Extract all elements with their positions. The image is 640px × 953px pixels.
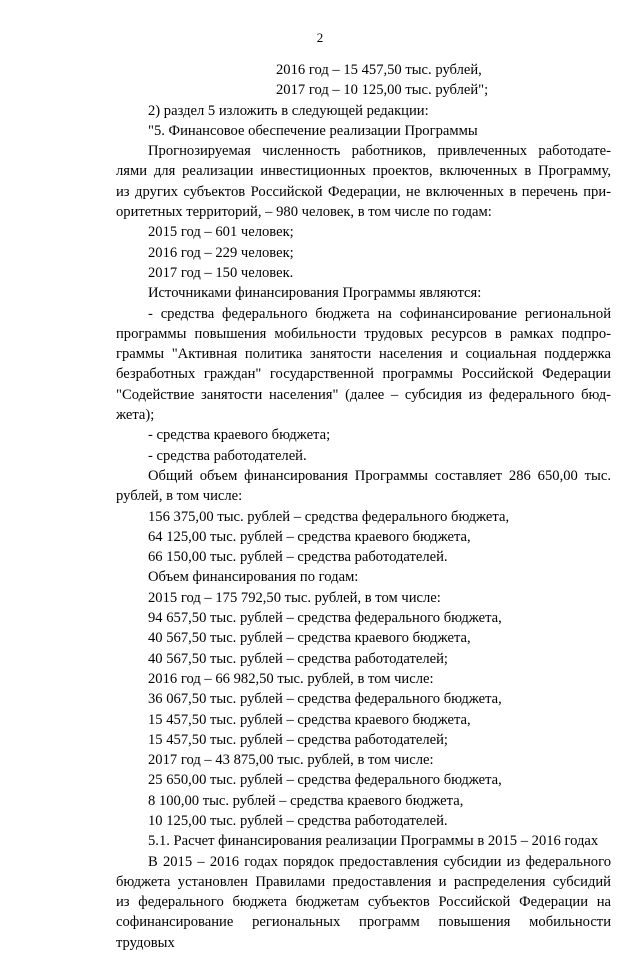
text-line: - средства федерального бюджета на софинансирование региональной <box>148 305 611 322</box>
text-line: 66 150,00 тыс. рублей – средства работодателей. <box>148 549 448 566</box>
section-heading: "5. Финансовое обеспечение реализации Программы <box>148 122 478 139</box>
text-line: 2015 год – 175 792,50 тыс. рублей, в том числе: <box>148 589 441 606</box>
text-line: 2016 год – 66 982,50 тыс. рублей, в том числе: <box>148 670 434 687</box>
text-line: из других субъектов Российской Федерации, не включенных в перечень при- <box>116 183 611 200</box>
text-line: 15 457,50 тыс. рублей – средства краевого бюджета, <box>148 711 471 728</box>
text-line: Объем финансирования по годам: <box>148 569 359 586</box>
text-line: из федерального бюджета бюджетам субъектов Российской Федерации на <box>116 894 611 911</box>
text-line: 8 100,00 тыс. рублей – средства краевого бюджета, <box>148 792 464 809</box>
text-line: Источниками финансирования Программы являются: <box>148 285 482 302</box>
text-line: - средства работодателей. <box>148 447 307 464</box>
text-line: "Содействие занятости населения" (далее – субсидия из федерального бюд- <box>116 386 611 403</box>
document-body <box>116 60 611 953</box>
text-line: софинансирование региональных программ повышения мобильности трудовых <box>116 914 611 951</box>
text-line: 2016 год – 229 человек; <box>148 244 294 261</box>
page-number: 2 <box>316 30 324 45</box>
text-line: 2) раздел 5 изложить в следующей редакции: <box>148 102 429 119</box>
text-line: 2017 год – 10 125,00 тыс. рублей"; <box>276 82 489 99</box>
text-line: рублей, в том числе: <box>116 488 243 505</box>
text-line: - средства краевого бюджета; <box>148 427 331 444</box>
text-line: 36 067,50 тыс. рублей – средства федерального бюджета, <box>148 691 502 708</box>
text-line: Прогнозируемая численность работников, привлеченных работодате- <box>148 143 611 160</box>
text-line: 156 375,00 тыс. рублей – средства федерального бюджета, <box>148 508 510 525</box>
text-line: 10 125,00 тыс. рублей – средства работодателей. <box>148 812 448 829</box>
text-line: 2016 год – 15 457,50 тыс. рублей, <box>276 62 482 78</box>
text-line: программы повышения мобильности трудовых ресурсов в рамках подпро- <box>116 325 611 342</box>
text-line: Общий объем финансирования Программы составляет 286 650,00 тыс. <box>148 467 611 484</box>
text-line: 2015 год – 601 человек; <box>148 224 294 241</box>
text-line: оритетных территорий, – 980 человек, в том числе по годам: <box>116 204 492 221</box>
text-line: 40 567,50 тыс. рублей – средства краевого бюджета, <box>148 630 471 647</box>
text-line: 40 567,50 тыс. рублей – средства работодателей; <box>148 650 448 667</box>
text-line: В 2015 – 2016 годах порядок предоставления субсидии из федерального <box>148 853 611 870</box>
text-line: 25 650,00 тыс. рублей – средства федерального бюджета, <box>148 772 502 789</box>
text-line: 2017 год – 150 человек. <box>148 264 294 281</box>
text-line: 64 125,00 тыс. рублей – средства краевого бюджета, <box>148 528 471 545</box>
text-line: 94 657,50 тыс. рублей – средства федерального бюджета, <box>148 610 502 627</box>
text-line: 2017 год – 43 875,00 тыс. рублей, в том числе: <box>148 752 434 769</box>
subsection-heading: 5.1. Расчет финансирования реализации Программы в 2015 – 2016 годах <box>148 833 599 850</box>
text-line: лями для реализации инвестиционных проектов, включенных в Программу, <box>116 163 611 180</box>
text-line: 15 457,50 тыс. рублей – средства работодателей; <box>148 731 448 748</box>
text-line: жета); <box>116 407 155 424</box>
text-line: граммы "Активная политика занятости населения и социальная поддержка <box>116 346 611 363</box>
text-line: безработных граждан" государственной программы Российской Федерации <box>116 366 611 383</box>
text-line: бюджета установлен Правилами предоставления и распределения субсидий <box>116 873 611 890</box>
